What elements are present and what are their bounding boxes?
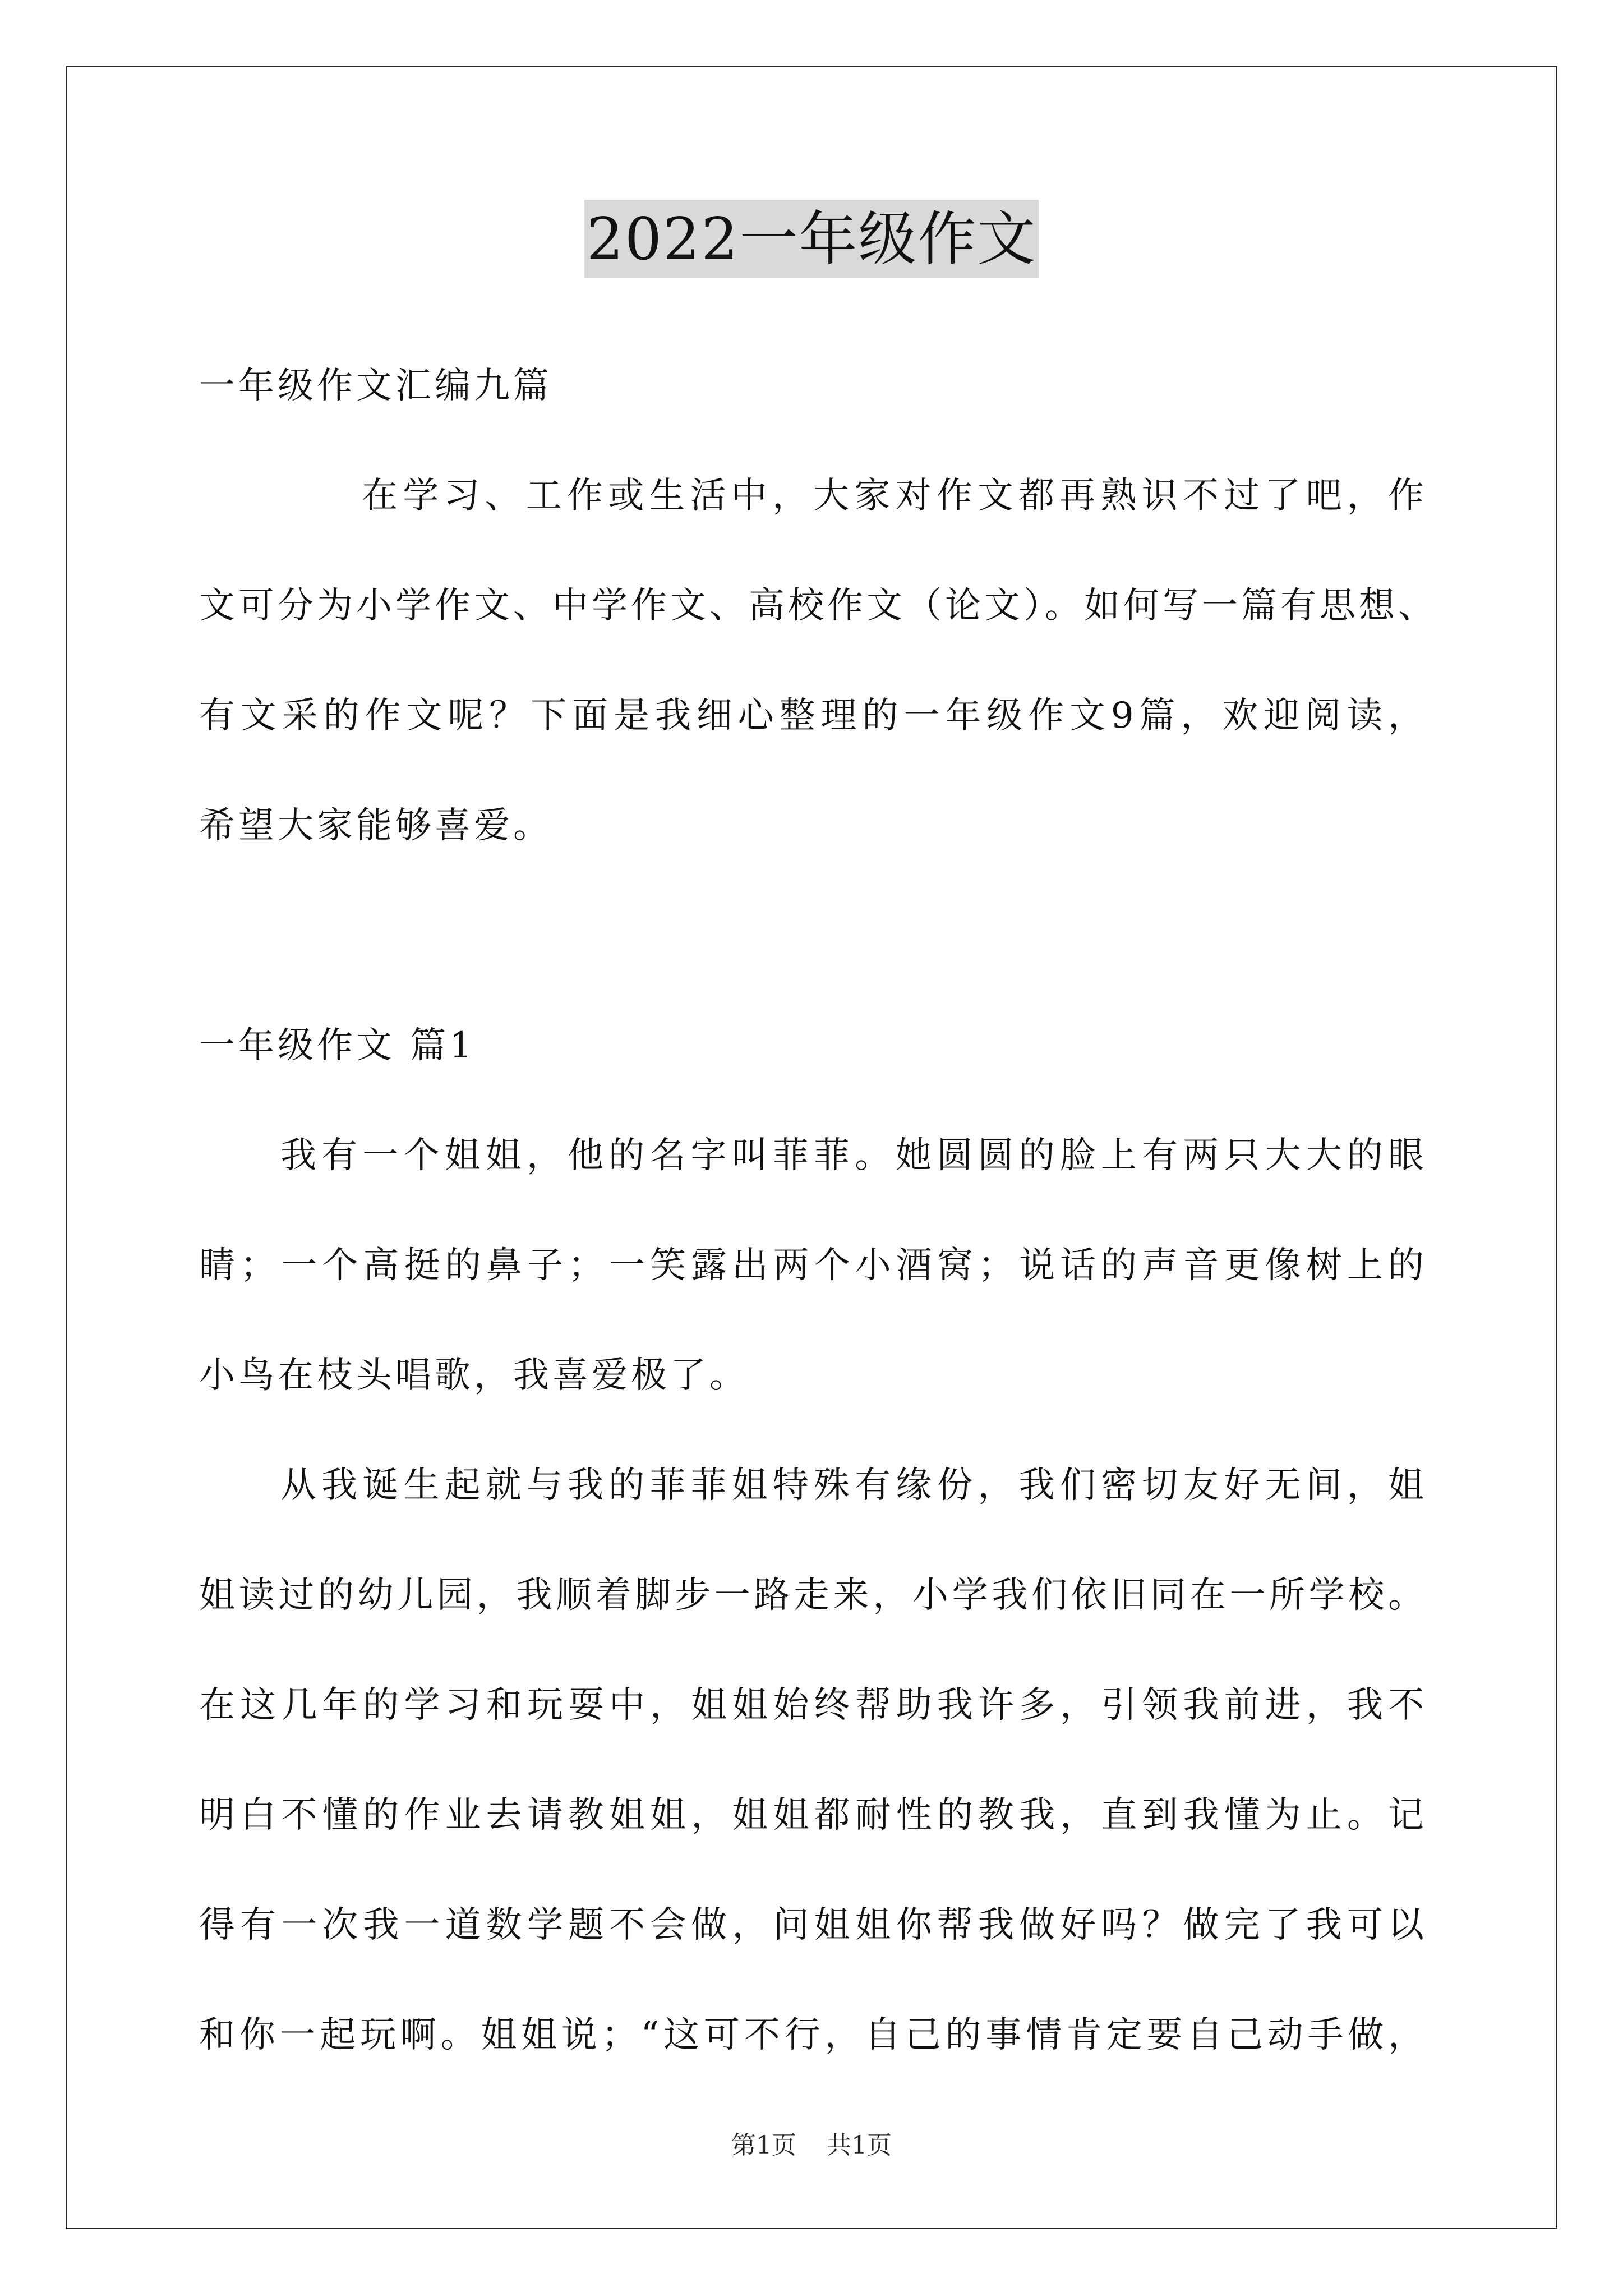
- paragraph-line: 小鸟在枝头唱歌，我喜爱极了。: [199, 1355, 749, 1396]
- document-body: [199, 331, 1437, 2090]
- intro-line: 在学习、工作或生活中，大家对作文都再熟识不过了吧，作: [362, 475, 1427, 517]
- intro-line: 希望大家能够喜爱。: [199, 805, 552, 846]
- title-container: [0, 200, 1623, 278]
- page-total: 共1页: [827, 2131, 892, 2160]
- document-title: 2022一年级作文: [584, 200, 1039, 278]
- paragraph-line: 在这几年的学习和玩耍中，姐姐始终帮助我许多，引领我前进，我不: [199, 1685, 1427, 1726]
- paragraph-line: 姐读过的幼儿园，我顺着脚步一路走来，小学我们依旧同在一所学校。: [199, 1575, 1427, 1616]
- paragraph-line: 和你一起玩啊。姐姐说；“这可不行，自己的事情肯定要自己动手做，: [199, 2014, 1427, 2056]
- page-number: 第1页: [731, 2131, 796, 2160]
- paragraph-line: 睛；一个高挺的鼻子；一笑露出两个小酒窝；说话的声音更像树上的: [199, 1245, 1427, 1286]
- paragraph-line: 得有一次我一道数学题不会做，问姐姐你帮我做好吗？做完了我可以: [199, 1904, 1427, 1946]
- section-heading: 一年级作文 篇1: [199, 1025, 476, 1066]
- intro-line: 有文采的作文呢？下面是我细心整理的一年级作文9篇，欢迎阅读，: [199, 695, 1427, 737]
- subtitle: 一年级作文汇编九篇: [199, 365, 552, 407]
- section-spacer: [199, 881, 1427, 991]
- paragraph-line: 从我诞生起就与我的菲菲姐特殊有缘份，我们密切友好无间，姐: [280, 1465, 1427, 1506]
- page-footer: [0, 2129, 1623, 2162]
- paragraph-line: 我有一个姐姐，他的名字叫菲菲。她圆圆的脸上有两只大大的眼: [280, 1135, 1427, 1176]
- intro-line: 文可分为小学作文、中学作文、高校作文（论文）。如何写一篇有思想、: [199, 585, 1437, 627]
- paragraph-line: 明白不懂的作业去请教姐姐，姐姐都耐性的教我，直到我懂为止。记: [199, 1795, 1427, 1836]
